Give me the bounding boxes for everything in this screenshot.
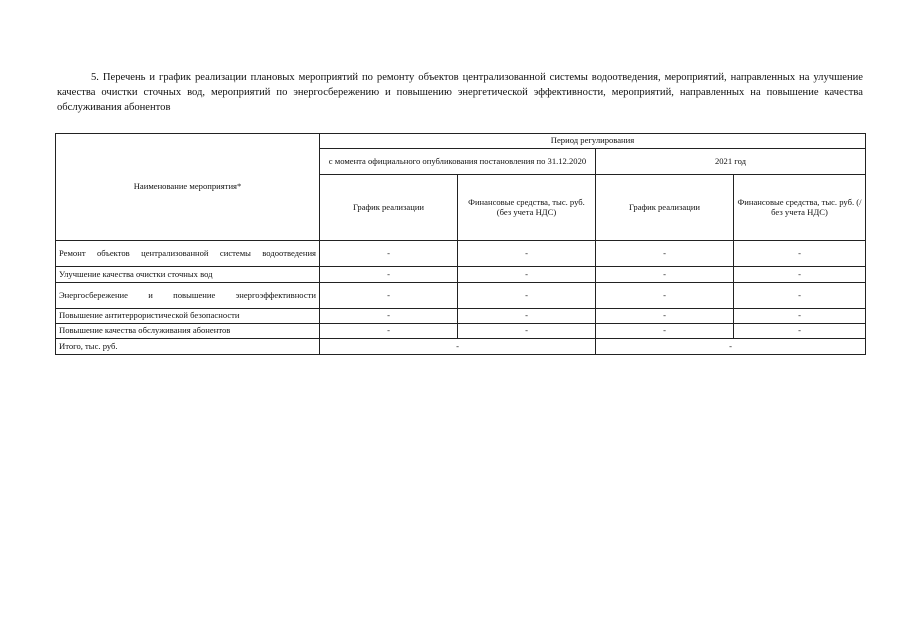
row-name: Повышение качества обслуживания абонентов: [56, 324, 320, 339]
cell-value: -: [734, 241, 866, 267]
cell-value: -: [596, 267, 734, 283]
cell-value: -: [734, 267, 866, 283]
section-heading: 5. Перечень и график реализации плановых мероприятий по ремонту объектов централизованной системы водоотведения, мероприятий, направленных на улучшение качества очистки сточных вод, мероприятий по энергосбережению и повышению энергетической эффективности, мероприятий, направленных на повышение качества обслуживания абонентов: [57, 72, 863, 113]
header-schedule-2020: График реализации: [320, 175, 458, 241]
cell-value: -: [596, 324, 734, 339]
total-row: [56, 339, 866, 355]
header-name: Наименование мероприятия*: [56, 134, 320, 241]
header-finance-2020: Финансовые средства, тыс. руб. (без учета НДС): [458, 175, 596, 241]
cell-value: -: [458, 267, 596, 283]
row-name: Энергосбережение и повышение энергоэффективности: [56, 283, 320, 309]
total-label: Итого, тыс. руб.: [56, 339, 320, 355]
table-row: [56, 324, 866, 339]
cell-value: -: [458, 283, 596, 309]
table-row: [56, 283, 866, 309]
header-period-2020: с момента официального опубликования постановления по 31.12.2020: [320, 149, 596, 175]
cell-value: -: [734, 283, 866, 309]
measures-table: [55, 133, 866, 355]
header-period: Период регулирования: [320, 134, 866, 149]
cell-value: -: [596, 241, 734, 267]
table-row: [56, 309, 866, 324]
cell-value: -: [458, 309, 596, 324]
header-schedule-2021: График реализации: [596, 175, 734, 241]
cell-value: -: [320, 324, 458, 339]
cell-value: -: [320, 309, 458, 324]
cell-value: -: [734, 324, 866, 339]
cell-value: -: [734, 309, 866, 324]
row-name: Ремонт объектов централизованной системы водоотведения: [56, 241, 320, 267]
row-name: Повышение антитеррористической безопасности: [56, 309, 320, 324]
cell-value: -: [458, 324, 596, 339]
cell-value: -: [458, 241, 596, 267]
cell-value: -: [320, 283, 458, 309]
table-row: [56, 267, 866, 283]
cell-value: -: [320, 267, 458, 283]
row-name: Улучшение качества очистки сточных вод: [56, 267, 320, 283]
table-row: [56, 241, 866, 267]
cell-value: -: [596, 283, 734, 309]
total-2020: -: [320, 339, 596, 355]
header-finance-2021: Финансовые средства, тыс. руб. (/без учета НДС): [734, 175, 866, 241]
cell-value: -: [320, 241, 458, 267]
cell-value: -: [596, 309, 734, 324]
header-period-2021: 2021 год: [596, 149, 866, 175]
total-2021: -: [596, 339, 866, 355]
